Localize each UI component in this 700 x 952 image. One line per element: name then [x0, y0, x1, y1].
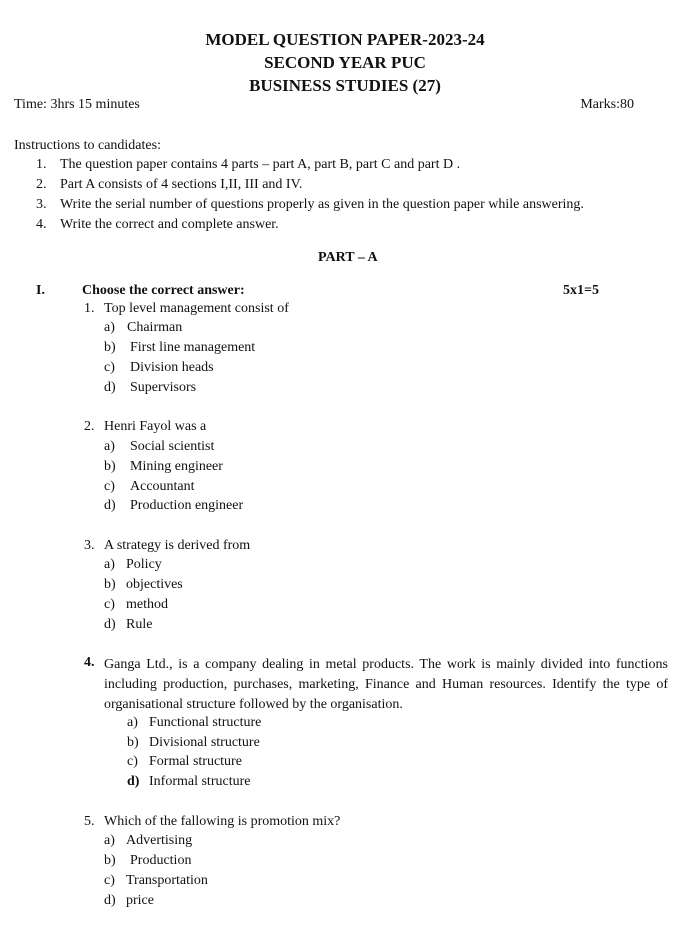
max-marks: Marks:80 — [580, 97, 634, 112]
question-number: 1. — [84, 301, 95, 316]
option-text: Accountant — [130, 479, 195, 494]
option-label: c) — [104, 873, 115, 888]
part-a-heading: PART – A — [318, 250, 378, 265]
option-label: c) — [127, 754, 138, 769]
option-label: d) — [104, 617, 116, 632]
option-label: d) — [104, 893, 116, 908]
question-number: 2. — [84, 419, 95, 434]
instruction-number: 4. — [36, 217, 47, 232]
question-text: Top level management consist of — [104, 301, 289, 316]
option-text: Divisional structure — [149, 735, 260, 750]
option-label: b) — [104, 340, 116, 355]
option-text: Social scientist — [130, 439, 215, 454]
option-label: b) — [104, 459, 116, 474]
section-title: Choose the correct answer: — [82, 283, 245, 298]
question-text: Ganga Ltd., is a company dealing in metal products. The work is mainly divided into functions including production, purchases, marketing, Finance and Human resources. Identify the type of organisational structure followed by the organisation. — [104, 657, 668, 712]
option-label: c) — [104, 360, 115, 375]
option-text: Rule — [126, 617, 153, 632]
class-title: SECOND YEAR PUC — [264, 53, 426, 72]
question-number: 3. — [84, 538, 95, 553]
option-label: b) — [104, 577, 116, 592]
option-label: c) — [104, 479, 115, 494]
option-text: Division heads — [130, 360, 214, 375]
option-text: Functional structure — [149, 715, 262, 730]
option-text: Transportation — [126, 873, 208, 888]
option-label: c) — [104, 597, 115, 612]
paper-title: MODEL QUESTION PAPER-2023-24 — [205, 30, 485, 49]
option-text: Policy — [126, 557, 162, 572]
subject-title: BUSINESS STUDIES (27) — [249, 76, 441, 95]
section-marks: 5x1=5 — [563, 283, 599, 298]
instruction-text: Part A consists of 4 sections I,II, III and IV. — [60, 177, 303, 192]
instruction-text: The question paper contains 4 parts – part A, part B, part C and part D . — [60, 157, 461, 172]
option-label: a) — [127, 715, 138, 730]
option-label: d) — [127, 774, 140, 789]
instructions-heading: Instructions to candidates: — [14, 138, 161, 153]
instruction-text: Write the correct and complete answer. — [60, 217, 279, 232]
option-text: objectives — [126, 577, 183, 592]
option-label: a) — [104, 320, 115, 335]
option-text: Formal structure — [149, 754, 242, 769]
question-text: A strategy is derived from — [104, 538, 251, 553]
instruction-number: 1. — [36, 157, 47, 172]
option-label: a) — [104, 439, 115, 454]
section-numeral: I. — [36, 283, 45, 298]
instruction-number: 2. — [36, 177, 47, 192]
option-label: a) — [104, 833, 115, 848]
instruction-text: Write the serial number of questions properly as given in the question paper while answering. — [60, 197, 584, 212]
option-text: First line management — [130, 340, 256, 355]
question-text: Which of the fallowing is promotion mix? — [104, 814, 341, 829]
question-number: 5. — [84, 814, 95, 829]
option-label: b) — [104, 853, 116, 868]
option-text: Production — [130, 853, 192, 868]
option-text: price — [126, 893, 154, 908]
option-text: Chairman — [127, 320, 183, 335]
option-text: Mining engineer — [130, 459, 223, 474]
option-label: d) — [104, 380, 116, 395]
option-text: Advertising — [126, 833, 193, 848]
option-text: Production engineer — [130, 498, 244, 513]
question-number: 4. — [84, 655, 95, 670]
time-allowed: Time: 3hrs 15 minutes — [14, 97, 140, 112]
instruction-number: 3. — [36, 197, 47, 212]
option-text: method — [126, 597, 168, 612]
question-text: Henri Fayol was a — [104, 419, 207, 434]
option-text: Informal structure — [149, 774, 251, 789]
option-label: d) — [104, 498, 116, 513]
option-label: a) — [104, 557, 115, 572]
option-text: Supervisors — [130, 380, 197, 395]
option-label: b) — [127, 735, 139, 750]
